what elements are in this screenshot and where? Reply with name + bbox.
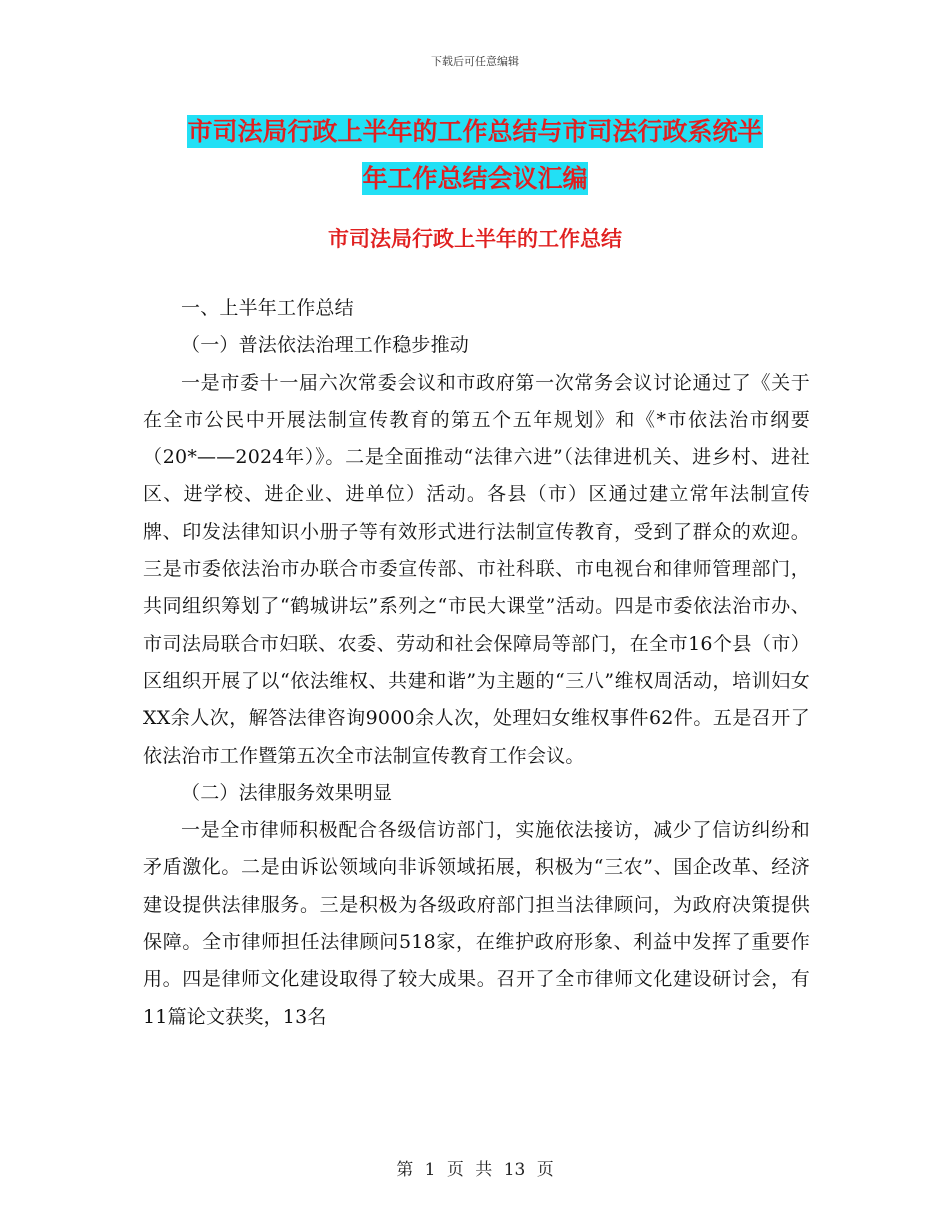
paragraph-legal-services: 一是全市律师积极配合各级信访部门，实施依法接访，减少了信访纠纷和矛盾激化。二是由诉讼领域向非诉领域拓展，积极为“三农”、国企改革、经济建设提供法律服务。三是积极为各级政府部门担当法律顾问，为政府决策提供保障。全市律师担任法律顾问518家，在维护政府形象、利益中发挥了重要作用。四是律师文化建设取得了较大成果。召开了全市律师文化建设研讨会，有11篇论文获奖，13名	[143, 819, 810, 1028]
document-title-line-1: 市司法局行政上半年的工作总结与市司法行政系统半	[187, 117, 763, 146]
page-header-note: 下载后可任意编辑	[431, 55, 519, 68]
document-title	[0, 108, 950, 202]
heading-first-half-summary: 一、上半年工作总结	[181, 297, 354, 319]
document-title-line-2: 年工作总结会议汇编	[362, 164, 588, 193]
page-footer: 第 1 页 共 13 页	[396, 1160, 554, 1180]
subheading-legal-services: （二）法律服务效果明显	[181, 781, 393, 804]
document-body	[143, 290, 810, 1036]
section-title: 市司法局行政上半年的工作总结	[328, 227, 622, 251]
paragraph-legal-education: 一是市委十一届六次常委会议和市政府第一次常务会议讨论通过了《关于在全市公民中开展法制宣传教育的第五个五年规划》和《*市依法治市纲要（20*——2024年）》。二是全面推动“法律六进”（法律进机关、进乡村、进社区、进学校、进企业、进单位）活动。各县（市）区通过建立常年法制宣传牌、印发法律知识小册子等有效形式进行法制宣传教育，受到了群众的欢迎。三是市委依法治市办联合市委宣传部、市社科联、市电视台和律师管理部门，共同组织筹划了“鹤城讲坛”系列之“市民大课堂”活动。四是市委依法治市办、市司法局联合市妇联、农委、劳动和社会保障局等部门，在全市16个县（市）区组织开展了以“依法维权、共建和谐”为主题的“三八”维权周活动，培训妇女XX余人次，解答法律咨询9000余人次，处理妇女维权事件62件。五是召开了依法治市工作暨第五次全市法制宣传教育工作会议。	[143, 371, 810, 767]
subheading-legal-education: （一）普法依法治理工作稳步推动	[181, 334, 470, 357]
